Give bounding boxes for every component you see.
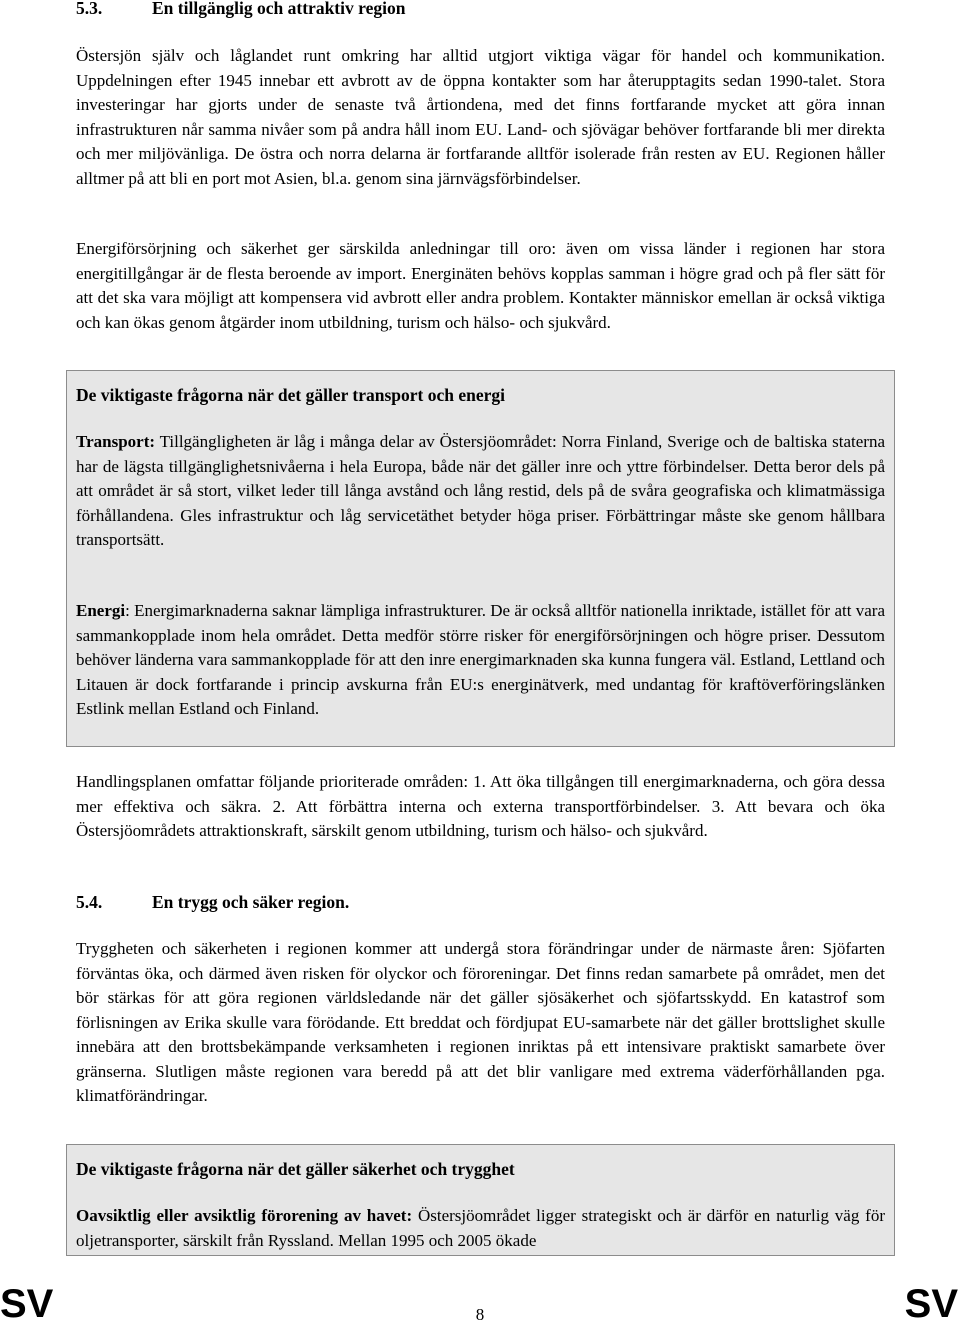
paragraph-action-plan: Handlingsplanen omfattar följande prioriterade områden: 1. Att öka tillgången till energimarknaderna, och göra dessa mer effektiva och säkra. 2. Att förbättra interna och externa transportförbindelser. 3. Att bevara och öka Östersjöområdets attraktionskraft, särskilt genom utbildning, turism och hälso- och sjukvård. [76, 772, 885, 840]
energy-text: : Energimarknaderna saknar lämpliga infrastrukturer. De är också alltför nationella inriktade, istället för att vara sammankopplade inom hela området. Detta medför större risker för energiförsörjningen och högre priser. Dessutom behöver länderna vara sammankopplade för att den inre energimarknaden ska kunna fungera väl. Estland, Lettland och Litauen är dock fortfarande i princip avskurna från EU:s energinätverk, med undantag för kraftöverföringslänken Estlink mellan Estland och Finland. [76, 601, 885, 718]
transport-lead: Transport: [76, 432, 156, 451]
transport-paragraph [76, 430, 885, 553]
pollution-paragraph [76, 1204, 885, 1253]
section-number: 5.3. [76, 0, 103, 18]
section-title: En trygg och säker region. [152, 892, 350, 912]
paragraph-baltic-trade: Östersjön själv och låglandet runt omkring har alltid utgjort viktiga vägar för handel och kommunikation. Uppdelningen efter 1945 innebar ett avbrott av de öppna kontakter som har återupptagits sedan 1990-talet. Stora investeringar har gjorts under de senaste två årtiondena, med det finns fortfarande mycket att göra innan infrastrukturen når samma nivåer som på andra håll inom EU. Land- och sjövägar behöver fortfarande bli mer direkta och mer miljövänliga. De östra och norra delarna är fortfarande alltför isolerade från resten av EU. Regionen håller alltmer på att bli en port mot Asien, bl.a. genom sina järnvägsförbindelser. [76, 46, 885, 188]
box-title: De viktigaste frågorna när det gäller säkerhet och trygghet [76, 1159, 515, 1179]
page-number: 8 [475, 1305, 485, 1324]
section-number: 5.4. [76, 892, 103, 912]
footer-language-left: SV [0, 1282, 54, 1326]
pollution-text: Östersjöområdet ligger strategiskt och är därför en naturlig väg för oljetransporter, särskilt från Ryssland. Mellan 1995 och 2005 ökade [76, 1206, 885, 1250]
pollution-lead: Oavsiktlig eller avsiktlig förorening av havet: [76, 1206, 413, 1225]
section-heading-5-4 [76, 891, 349, 913]
paragraph-energy-supply: Energiförsörjning och säkerhet ger särskilda anledningar till oro: även om vissa länder i regionen har stora energitillgångar är de flesta beroende av import. Energinäten behövs kopplas samman i högre grad och på fler sätt för att det ska vara möjligt att kompensera vid avbrott eller andra problem. Kontakter människor emellan är också viktiga och kan ökas genom åtgärder inom utbildning, turism och hälso- och sjukvård. [76, 239, 885, 332]
section-heading-5-3 [76, 0, 405, 19]
energy-paragraph [76, 599, 885, 722]
section-title: En tillgänglig och attraktiv region [152, 0, 406, 18]
paragraph-safety: Tryggheten och säkerheten i regionen kommer att undergå stora förändringar under de närmaste åren: Sjöfarten förväntas öka, och därmed även risken för olyckor och föroreningar. Det finns redan samarbete på området, men det bör stärkas för att göra regionen världsledande när det gäller sjösäkerhet och sjöfartsskydd. En katastrof som förlisningen av Erika skulle vara förödande. Ett breddat och fördjupat EU-samarbete när det gäller brottslighet skulle innebära att den brottsbekämpande verksamheten i regionen inriktas på ett intensivare praktiskt samarbete över gränserna. Slutligen måste regionen vara beredd på att det blir vanligare med extrema väderförhållanden pga. klimatförändringar. [76, 939, 885, 1105]
energy-lead: Energi [76, 601, 126, 620]
box-title: De viktigaste frågorna när det gäller transport och energi [76, 385, 506, 405]
box-transport-energy [66, 370, 895, 747]
box-security [66, 1144, 895, 1256]
footer-language-right: SV [904, 1282, 958, 1326]
transport-text: Tillgängligheten är låg i många delar av Östersjöområdet: Norra Finland, Sverige och de baltiska staterna har de lägsta tillgänglighetsnivåerna i hela Europa, både när det gäller inre och yttre förbindelser. Detta beror dels på att området är så stort, vilket leder till långa avstånd och lång restid, dels på de svåra geografiska och klimatmässiga förhållandena. Gles infrastruktur och låg servicetäthet betyder höga priser. Förbättringar måste ske genom hållbara transportsätt. [76, 432, 885, 549]
